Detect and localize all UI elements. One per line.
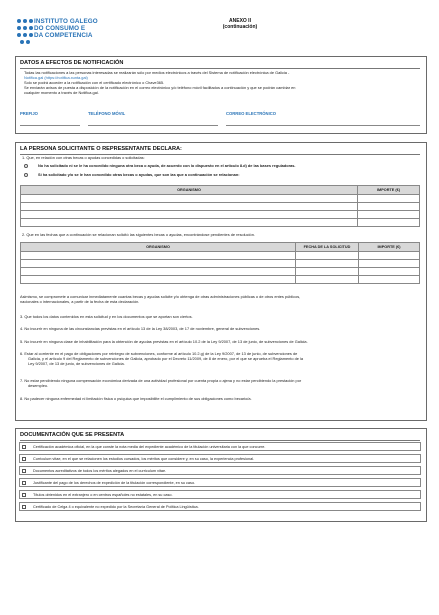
document-row[interactable] [19,466,421,475]
declaration-section [15,142,427,421]
table-row [21,219,420,227]
table-row [21,211,420,219]
document-label: Curriculum vitae, en el que se relacionen los estudios cursados, los méritos que considere y, en su caso, la experiencia profesional. [33,457,255,461]
amount-cell[interactable] [359,276,420,284]
commitment-line1: Asimismo, se compromete a comunicar inmediatamente cuantas becas y ayudas solicite y/o obtenga de otras administraciones públicas o de otros entes públicos, [20,294,301,299]
notification-text-line3: Solo se podrá acceder a la notificación con el certificado electrónico o Chave365. [24,80,165,85]
institute-name-line2: DO CONSUMO E [34,25,86,33]
declaration-point-6-line2: Galicia, y el artículo 9 del Reglamento de subvenciones de Galicia, aprobado por el Decreto 11/2009, de 8 de enero, por el que se aprueba el Reglamento de la [28,356,304,361]
column-header: IMPORTE (€) [359,243,420,252]
notifica-link[interactable]: Notifica.gal (https://notifica.xunta.gal) [24,75,88,80]
organism-cell[interactable] [21,260,296,268]
declaration-point-6-line3: Ley 9/2007, de 13 de junio, de subvenciones de Galicia. [28,361,125,366]
amount-cell[interactable] [358,195,420,203]
annex-subtitle: (continuación) [222,24,258,30]
organism-cell[interactable] [21,252,296,260]
commitment-line2: nacionales o internacionales, a partir de la fecha de esta declaración. [20,299,140,304]
document-checkbox[interactable] [22,457,26,461]
documentation-section-title: DOCUMENTACIÓN QUE SE PRESENTA [20,432,125,438]
table-header-row [21,243,420,252]
table-row [21,252,420,260]
amount-cell[interactable] [359,252,420,260]
declaration-point-5: 5. No incurrir en ninguna clase de inhabilitación para la obtención de ayudas previstas en el artículo 10.2 de la Ley 9/2007, de 13 de junio, de subvenciones de Galicia. [20,339,308,344]
email-label: CORREO ELECTRÓNICO [226,111,277,116]
organism-cell[interactable] [21,211,358,219]
date-cell[interactable] [296,260,359,268]
divider [20,440,420,441]
organism-cell[interactable] [21,219,358,227]
document-label: Certificado de Celga 4 o equivalente no expedido por la Secretaría General de Política Lingüística. [33,505,199,509]
commitment-text [20,294,422,304]
table-row [21,276,420,284]
pending-grants-table [20,242,420,284]
date-cell[interactable] [296,276,359,284]
question-2: 2. Que en las fechas que a continuación se relacionan solicitó las siguientes becas o ayudas, encontrándose pendientes de resolución. [22,232,255,237]
notification-text [24,70,422,95]
annex-heading [210,18,270,30]
declaration-point-6-line1: 6. Estar al corriente en el pago de obligaciones por reintegro de subvenciones, conforme al artículo 10.2.g) de la Ley 9/2007, de 13 de junio, de subvenciones de [20,351,298,356]
amount-cell[interactable] [359,268,420,276]
option-not-applied-radio[interactable] [24,164,28,168]
document-row[interactable] [19,478,421,487]
prefix-field[interactable] [20,125,80,126]
mobile-field[interactable] [88,125,218,126]
option-not-applied-label: No ha solicitado ni se le ha concedido ninguna otra beca o ayuda, de acuerdo con lo dispuesto en el artículo 8.d) de las bases reguladoras. [38,163,296,168]
email-field[interactable] [226,125,420,126]
notification-text-line5: cualquier momento a través de Notifica.gal. [24,90,99,95]
institute-name [34,18,98,40]
document-row[interactable] [19,442,421,451]
date-cell[interactable] [296,268,359,276]
prefix-label: PREFIJO [20,111,38,116]
declaration-point-8: 8. No padecer ninguna enfermedad ni limitación física o psíquica que imposibilite el cumplimiento de sus obligaciones como becario/a. [20,396,252,401]
table-row [21,203,420,211]
organism-cell[interactable] [21,276,296,284]
amount-cell[interactable] [359,260,420,268]
table-header-row [21,186,420,195]
annex-title: ANEXO II [229,18,251,24]
divider [20,68,420,69]
declaration-point-3: 3. Que todos los datos contenidos en esta solicitud y en los documentos que se aportan son ciertos. [20,314,193,319]
amount-cell[interactable] [358,203,420,211]
other-grants-table [20,185,420,227]
document-label: Justificante del pago de los derechos de expedición de la titulación correspondiente, en su caso. [33,481,196,485]
declaration-point-7-line1: 7. No estar percibiendo ninguna compensación económica derivada de una actividad profesional por cuenta propia o ajena y no estar percibiendo la prestación por [20,378,302,383]
table-row [21,195,420,203]
column-header: ORGANISMO [21,243,296,252]
notification-text-line4: Se enviarán avisos de puesta a disposición de la notificación en el correo electrónico y/o teléfono móvil facilitados a continuación y que se podrán cambiar en [24,85,296,90]
declaration-point-7 [20,378,422,388]
document-checkbox[interactable] [22,505,26,509]
document-checkbox[interactable] [22,493,26,497]
organism-cell[interactable] [21,268,296,276]
institute-name-line3: DA COMPETENCIA [34,32,93,40]
table-row [21,268,420,276]
table-row [21,260,420,268]
date-cell[interactable] [296,252,359,260]
document-checkbox[interactable] [22,445,26,449]
column-header: ORGANISMO [21,186,358,195]
organism-cell[interactable] [21,195,358,203]
document-checkbox[interactable] [22,481,26,485]
column-header: FECHA DE LA SOLICITUD [296,243,359,252]
notification-text-line1: Todas las notificaciones a las personas interesadas se realizarán sólo por medios electrónicos a través del Sistema de notificación electrónica de Galicia - [24,70,290,75]
mobile-label: TELÉFONO MÓVIL [88,111,126,116]
document-label: Títulos obtenidos en el extranjero o en centros españoles no estatales, en su caso. [33,493,173,497]
option-applied-radio[interactable] [24,173,28,177]
question-1: 1. Que, en relación con otras becas o ayudas concedidas o solicitadas: [22,155,145,160]
document-row[interactable] [19,454,421,463]
option-applied-label: Sí ha solicitado y/o se le han concedido otras becas o ayudas, que son las que a continuación se relacionan: [38,172,240,177]
notification-section-title: DATOS A EFECTOS DE NOTIFICACIÓN [20,60,124,66]
document-row[interactable] [19,490,421,499]
organism-cell[interactable] [21,203,358,211]
declaration-section-title: LA PERSONA SOLICITANTE O REPRESENTANTE DECLARA: [20,146,182,152]
document-checkbox[interactable] [22,469,26,473]
document-label: Certificación académica oficial, en la que conste la nota media del expediente académico de la titulación universitaria con la que concurre. [33,445,266,449]
declaration-point-7-line2: desempleo. [28,383,49,388]
amount-cell[interactable] [358,219,420,227]
amount-cell[interactable] [358,211,420,219]
column-header: IMPORTE (€) [358,186,420,195]
notification-section [15,56,427,134]
document-row[interactable] [19,502,421,511]
institute-name-line1: INSTITUTO GALEGO [34,18,98,25]
declaration-point-6 [20,351,422,366]
document-label: Documentos acreditativos de todos los méritos alegados en el curriculum vitae. [33,469,167,473]
declaration-point-4: 4. No incurrir en ninguna de las circunstancias previstas en el artículo 13 de la Ley 38/2003, de 17 de noviembre, general de subvenciones. [20,326,261,331]
